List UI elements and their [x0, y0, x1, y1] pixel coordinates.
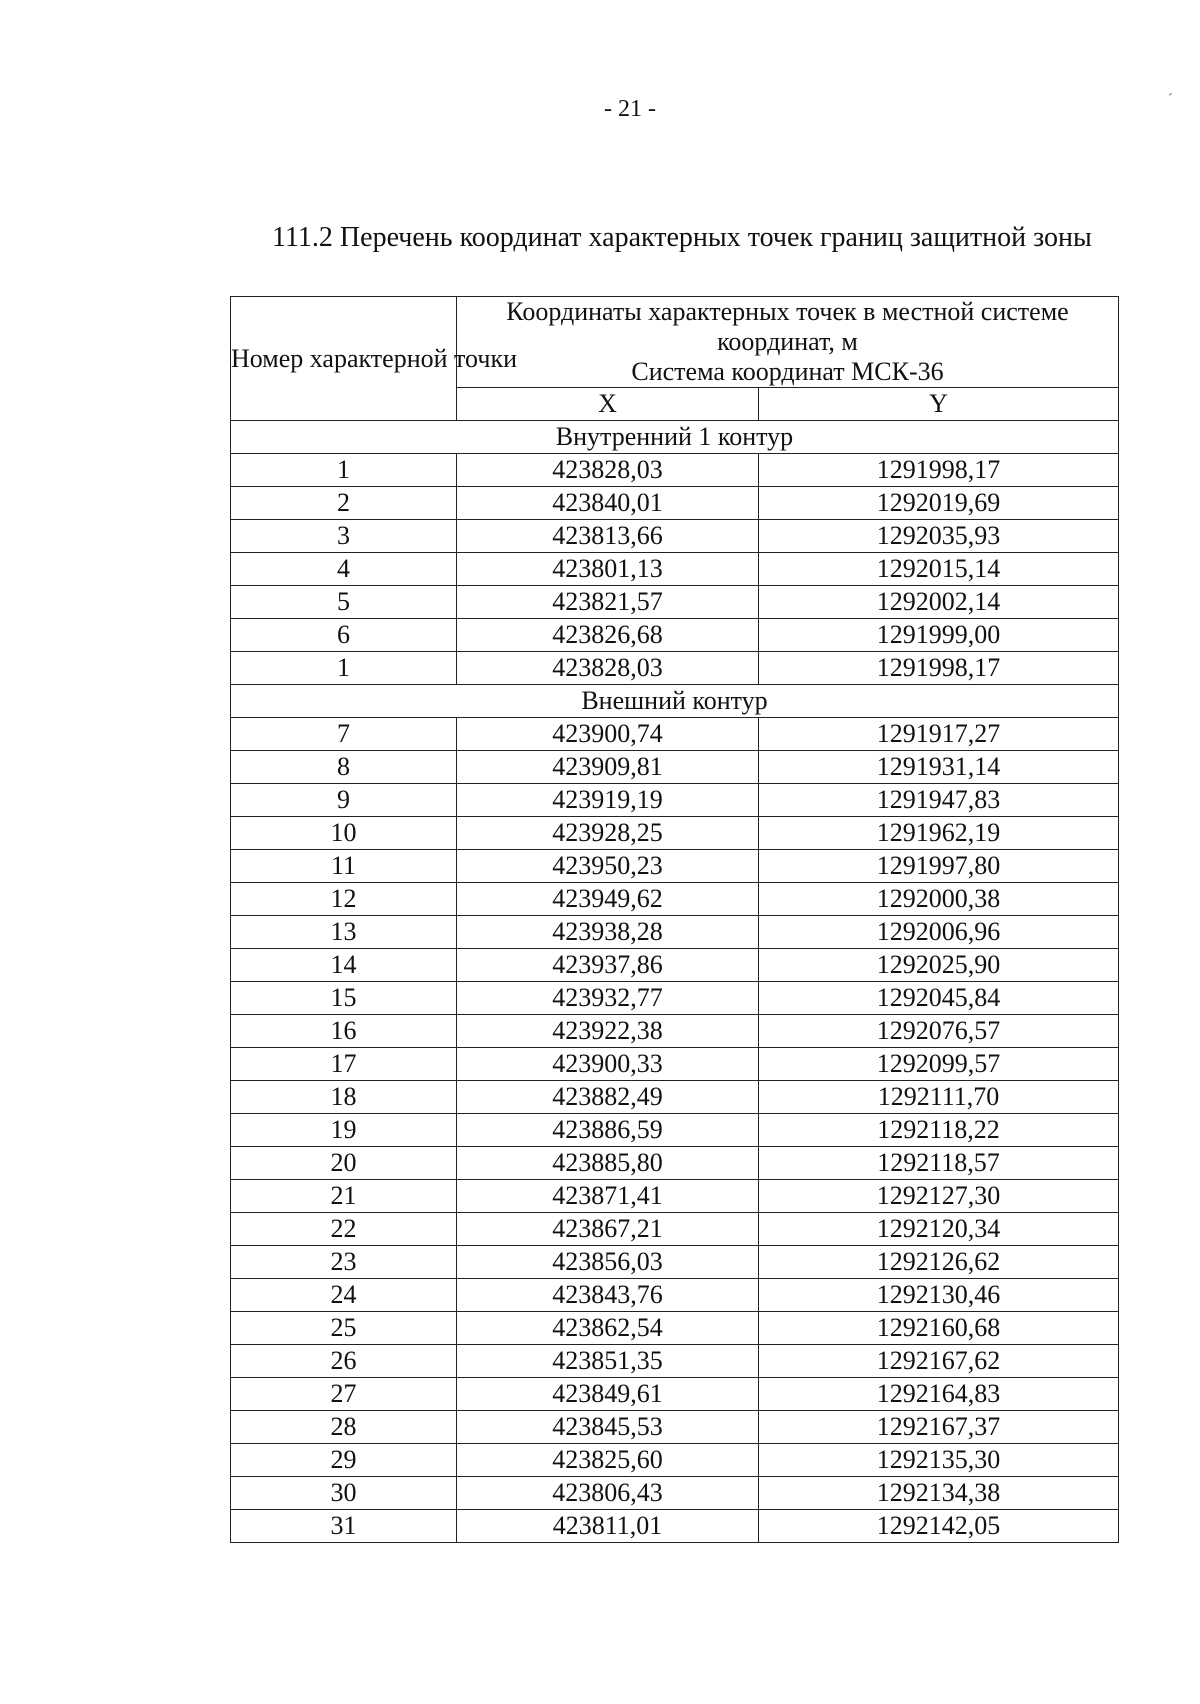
x-coordinate-cell: 423909,81	[457, 751, 759, 784]
point-number-cell: 14	[231, 949, 457, 982]
section-row	[231, 685, 1119, 718]
section-title: Внутренний 1 контур	[231, 421, 1119, 454]
table-row	[231, 586, 1119, 619]
y-coordinate-cell: 1292111,70	[759, 1081, 1119, 1114]
coordinates-table	[230, 296, 1119, 1543]
table-row	[231, 751, 1119, 784]
x-coordinate-cell: 423843,76	[457, 1279, 759, 1312]
y-coordinate-cell: 1292167,62	[759, 1345, 1119, 1378]
table-row	[231, 1081, 1119, 1114]
point-number-cell: 19	[231, 1114, 457, 1147]
x-coordinate-cell: 423882,49	[457, 1081, 759, 1114]
table-row	[231, 1147, 1119, 1180]
table-row	[231, 883, 1119, 916]
table-row	[231, 1477, 1119, 1510]
x-coordinate-cell: 423826,68	[457, 619, 759, 652]
x-coordinate-cell: 423825,60	[457, 1444, 759, 1477]
y-coordinate-cell: 1291998,17	[759, 652, 1119, 685]
table-row	[231, 1048, 1119, 1081]
x-coordinate-cell: 423851,35	[457, 1345, 759, 1378]
x-coordinate-cell: 423845,53	[457, 1411, 759, 1444]
point-number-cell: 25	[231, 1312, 457, 1345]
point-number-cell: 13	[231, 916, 457, 949]
point-number-cell: 5	[231, 586, 457, 619]
point-number-cell: 1	[231, 454, 457, 487]
y-coordinate-cell: 1292127,30	[759, 1180, 1119, 1213]
x-coordinate-cell: 423950,23	[457, 850, 759, 883]
header-coordinates	[457, 297, 1119, 388]
table-row	[231, 718, 1119, 751]
y-coordinate-cell: 1292002,14	[759, 586, 1119, 619]
point-number-cell: 22	[231, 1213, 457, 1246]
x-coordinate-cell: 423919,19	[457, 784, 759, 817]
point-number-cell: 28	[231, 1411, 457, 1444]
x-coordinate-cell: 423871,41	[457, 1180, 759, 1213]
y-coordinate-cell: 1291947,83	[759, 784, 1119, 817]
x-coordinate-cell: 423862,54	[457, 1312, 759, 1345]
point-number-cell: 6	[231, 619, 457, 652]
section-title: Внешний контур	[231, 685, 1119, 718]
y-coordinate-cell: 1292134,38	[759, 1477, 1119, 1510]
header-y: Y	[759, 388, 1119, 421]
y-coordinate-cell: 1291962,19	[759, 817, 1119, 850]
table-row	[231, 949, 1119, 982]
x-coordinate-cell: 423886,59	[457, 1114, 759, 1147]
y-coordinate-cell: 1292099,57	[759, 1048, 1119, 1081]
header-coordinates-line1: Координаты характерных точек в местной системе	[506, 297, 1069, 326]
x-coordinate-cell: 423840,01	[457, 487, 759, 520]
point-number-cell: 31	[231, 1510, 457, 1543]
table-row	[231, 1015, 1119, 1048]
y-coordinate-cell: 1292118,57	[759, 1147, 1119, 1180]
header-point-number: Номер характерной точки	[231, 297, 457, 421]
point-number-cell: 18	[231, 1081, 457, 1114]
y-coordinate-cell: 1292120,34	[759, 1213, 1119, 1246]
y-coordinate-cell: 1292015,14	[759, 553, 1119, 586]
table-row	[231, 619, 1119, 652]
y-coordinate-cell: 1292142,05	[759, 1510, 1119, 1543]
point-number-cell: 2	[231, 487, 457, 520]
x-coordinate-cell: 423828,03	[457, 652, 759, 685]
x-coordinate-cell: 423949,62	[457, 883, 759, 916]
x-coordinate-cell: 423856,03	[457, 1246, 759, 1279]
x-coordinate-cell: 423828,03	[457, 454, 759, 487]
table-row	[231, 520, 1119, 553]
table-row	[231, 817, 1119, 850]
table-row	[231, 1411, 1119, 1444]
point-number-cell: 12	[231, 883, 457, 916]
point-number-cell: 26	[231, 1345, 457, 1378]
y-coordinate-cell: 1292035,93	[759, 520, 1119, 553]
point-number-cell: 1	[231, 652, 457, 685]
point-number-cell: 3	[231, 520, 457, 553]
y-coordinate-cell: 1292164,83	[759, 1378, 1119, 1411]
x-coordinate-cell: 423900,74	[457, 718, 759, 751]
y-coordinate-cell: 1291931,14	[759, 751, 1119, 784]
x-coordinate-cell: 423849,61	[457, 1378, 759, 1411]
y-coordinate-cell: 1292000,38	[759, 883, 1119, 916]
point-number-cell: 30	[231, 1477, 457, 1510]
table-row	[231, 652, 1119, 685]
page-number: - 21 -	[604, 96, 656, 122]
y-coordinate-cell: 1292160,68	[759, 1312, 1119, 1345]
x-coordinate-cell: 423821,57	[457, 586, 759, 619]
y-coordinate-cell: 1291998,17	[759, 454, 1119, 487]
table-body	[231, 421, 1119, 1543]
table-row	[231, 784, 1119, 817]
table-row	[231, 982, 1119, 1015]
point-number-cell: 11	[231, 850, 457, 883]
point-number-cell: 27	[231, 1378, 457, 1411]
x-coordinate-cell: 423900,33	[457, 1048, 759, 1081]
document-title: 111.2 Перечень координат характерных точек границ защитной зоны	[272, 222, 1092, 253]
point-number-cell: 9	[231, 784, 457, 817]
point-number-cell: 29	[231, 1444, 457, 1477]
table-header	[231, 297, 1119, 421]
point-number-cell: 24	[231, 1279, 457, 1312]
y-coordinate-cell: 1292076,57	[759, 1015, 1119, 1048]
x-coordinate-cell: 423801,13	[457, 553, 759, 586]
point-number-cell: 23	[231, 1246, 457, 1279]
point-number-cell: 16	[231, 1015, 457, 1048]
x-coordinate-cell: 423813,66	[457, 520, 759, 553]
x-coordinate-cell: 423937,86	[457, 949, 759, 982]
table-row	[231, 1213, 1119, 1246]
table-row	[231, 1444, 1119, 1477]
y-coordinate-cell: 1292130,46	[759, 1279, 1119, 1312]
table-row	[231, 487, 1119, 520]
table-row	[231, 850, 1119, 883]
header-coordinates-line3: Система координат МСК-36	[631, 357, 944, 386]
table-row	[231, 1510, 1119, 1543]
y-coordinate-cell: 1291997,80	[759, 850, 1119, 883]
point-number-cell: 4	[231, 553, 457, 586]
point-number-cell: 17	[231, 1048, 457, 1081]
point-number-cell: 20	[231, 1147, 457, 1180]
x-coordinate-cell: 423932,77	[457, 982, 759, 1015]
x-coordinate-cell: 423885,80	[457, 1147, 759, 1180]
table-row	[231, 1279, 1119, 1312]
table-row	[231, 454, 1119, 487]
point-number-cell: 7	[231, 718, 457, 751]
y-coordinate-cell: 1292025,90	[759, 949, 1119, 982]
table-row	[231, 1246, 1119, 1279]
header-coordinates-line2: координат, м	[717, 327, 858, 356]
scan-speck: ´	[1168, 92, 1173, 107]
x-coordinate-cell: 423922,38	[457, 1015, 759, 1048]
point-number-cell: 10	[231, 817, 457, 850]
y-coordinate-cell: 1292118,22	[759, 1114, 1119, 1147]
y-coordinate-cell: 1292045,84	[759, 982, 1119, 1015]
point-number-cell: 15	[231, 982, 457, 1015]
y-coordinate-cell: 1291917,27	[759, 718, 1119, 751]
table-row	[231, 1114, 1119, 1147]
header-x: X	[457, 388, 759, 421]
table-row	[231, 1378, 1119, 1411]
x-coordinate-cell: 423928,25	[457, 817, 759, 850]
table-row	[231, 1312, 1119, 1345]
table-row	[231, 1345, 1119, 1378]
table-row	[231, 1180, 1119, 1213]
y-coordinate-cell: 1292006,96	[759, 916, 1119, 949]
x-coordinate-cell: 423867,21	[457, 1213, 759, 1246]
y-coordinate-cell: 1292135,30	[759, 1444, 1119, 1477]
x-coordinate-cell: 423806,43	[457, 1477, 759, 1510]
section-row	[231, 421, 1119, 454]
x-coordinate-cell: 423938,28	[457, 916, 759, 949]
y-coordinate-cell: 1291999,00	[759, 619, 1119, 652]
y-coordinate-cell: 1292167,37	[759, 1411, 1119, 1444]
y-coordinate-cell: 1292126,62	[759, 1246, 1119, 1279]
x-coordinate-cell: 423811,01	[457, 1510, 759, 1543]
point-number-cell: 8	[231, 751, 457, 784]
table-row	[231, 553, 1119, 586]
table-row	[231, 916, 1119, 949]
point-number-cell: 21	[231, 1180, 457, 1213]
y-coordinate-cell: 1292019,69	[759, 487, 1119, 520]
